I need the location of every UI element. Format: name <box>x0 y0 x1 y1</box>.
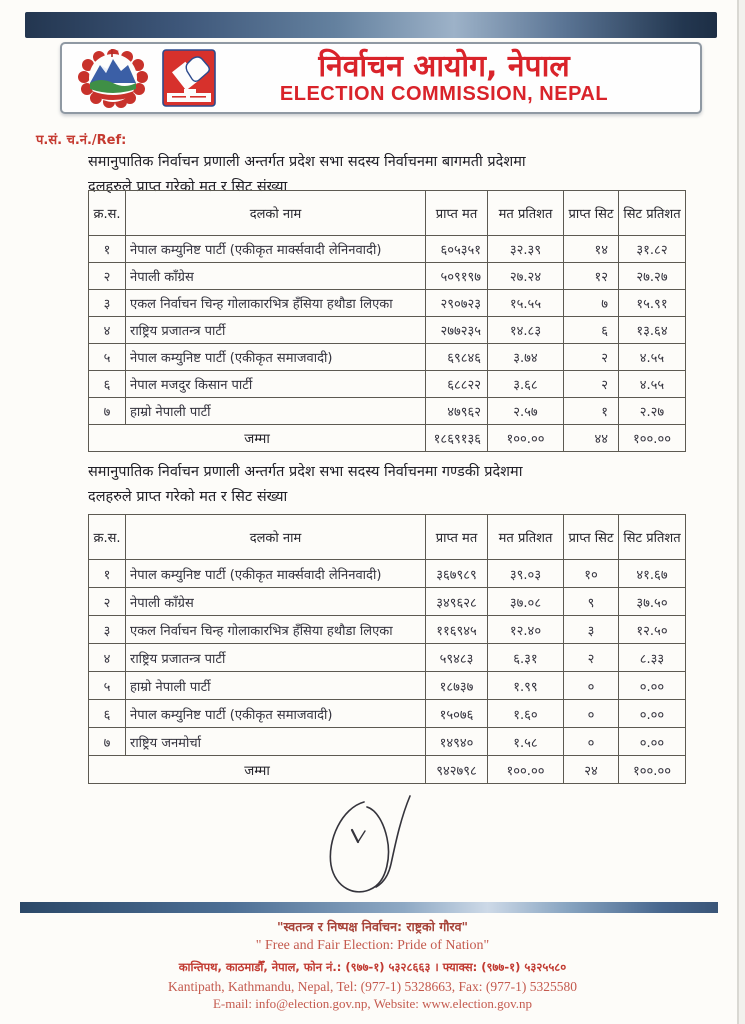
scan-artifact-line <box>737 0 739 1024</box>
table-row <box>89 560 686 588</box>
cell-seat_pct: ०.०० <box>619 672 686 700</box>
cell-votes: ६८८२२ <box>426 371 488 398</box>
cell-seats: २ <box>564 344 619 371</box>
cell-seat_pct: १३.६४ <box>619 317 686 344</box>
cell-sn: ७ <box>89 398 126 425</box>
footer <box>0 918 745 1012</box>
cell-vote_pct: २.५७ <box>488 398 564 425</box>
cell-seat_pct: ०.०० <box>619 728 686 756</box>
cell-votes: १८७३७ <box>426 672 488 700</box>
handwritten-signature <box>290 788 440 900</box>
cell-sn: ४ <box>89 317 126 344</box>
cell-seats: १४ <box>564 236 619 263</box>
cell-seat_pct: ०.०० <box>619 700 686 728</box>
cell-seats: २ <box>564 644 619 672</box>
nepal-coat-of-arms-icon <box>76 45 150 111</box>
cell-party: नेपाली काँग्रेस <box>126 263 426 290</box>
cell-sn: ३ <box>89 290 126 317</box>
total-label: जम्मा <box>89 756 426 784</box>
column-header-seat_pct: सिट प्रतिशत <box>619 191 686 236</box>
address-english: Kantipath, Kathmandu, Nepal, Tel: (977-1) 5328663, Fax: (977-1) 5325580 <box>168 979 577 994</box>
table-row <box>89 344 686 371</box>
column-header-seats: प्राप्त सिट <box>564 515 619 560</box>
results-table-bagmati <box>88 190 686 452</box>
cell-vote_pct: १.५८ <box>488 728 564 756</box>
slogan-english: " Free and Fair Election: Pride of Nation" <box>255 938 490 953</box>
cell-votes: १५०७६ <box>426 700 488 728</box>
table-row <box>89 317 686 344</box>
cell-seat_pct: ४१.६७ <box>619 560 686 588</box>
table-row <box>89 398 686 425</box>
cell-seat_pct: ४.५५ <box>619 344 686 371</box>
cell-seats: ० <box>564 700 619 728</box>
section-2-heading <box>88 460 688 510</box>
cell-seats: ९ <box>564 588 619 616</box>
cell-vote_pct: १.९९ <box>488 672 564 700</box>
cell-vote_pct: ३२.३९ <box>488 236 564 263</box>
address-nepali: कान्तिपथ, काठमाडौँ, नेपाल, फोन नं.: (९७७-१) ५३२८६६३ । फ्याक्स: (९७७-१) ५३२५५८० <box>178 960 567 974</box>
cell-seats: ७ <box>564 290 619 317</box>
org-title-english: ELECTION COMMISSION, NEPAL <box>279 83 609 105</box>
section-1-heading-line1: समानुपातिक निर्वाचन प्रणाली अन्तर्गत प्रदेश सभा सदस्य निर्वाचनमा बागमती प्रदेशमा <box>88 154 526 170</box>
cell-seats: १० <box>564 560 619 588</box>
cell-vote_pct: १.६० <box>488 700 564 728</box>
cell-vote_pct: १४.८३ <box>488 317 564 344</box>
column-header-party: दलको नाम <box>126 191 426 236</box>
column-header-seats: प्राप्त सिट <box>564 191 619 236</box>
cell-party: राष्ट्रिय प्रजातन्त्र पार्टी <box>126 644 426 672</box>
column-header-sn: क्र.स. <box>89 191 126 236</box>
letterhead <box>60 42 702 114</box>
total-seat_pct: १००.०० <box>619 425 686 452</box>
table-row <box>89 644 686 672</box>
cell-sn: ५ <box>89 344 126 371</box>
cell-party: राष्ट्रिय प्रजातन्त्र पार्टी <box>126 317 426 344</box>
cell-sn: २ <box>89 588 126 616</box>
header-row <box>89 191 686 236</box>
column-header-vote_pct: मत प्रतिशत <box>488 191 564 236</box>
cell-votes: ६०५३५१ <box>426 236 488 263</box>
cell-vote_pct: ३.७४ <box>488 344 564 371</box>
cell-seats: ० <box>564 728 619 756</box>
section-1-heading-line2: दलहरुले प्राप्त गरेको मत र सिट संख्या <box>88 179 288 195</box>
cell-sn: ७ <box>89 728 126 756</box>
cell-vote_pct: ३९.०३ <box>488 560 564 588</box>
cell-party: नेपाल मजदुर किसान पार्टी <box>126 371 426 398</box>
slogan-nepali: "स्वतन्त्र र निष्पक्ष निर्वाचन: राष्ट्रको गौरव" <box>276 919 469 934</box>
letterhead-titles <box>216 51 690 105</box>
cell-seat_pct: २.२७ <box>619 398 686 425</box>
table-row <box>89 588 686 616</box>
cell-sn: ६ <box>89 700 126 728</box>
total-seats: ४४ <box>564 425 619 452</box>
cell-party: नेपाल कम्युनिष्ट पार्टी (एकीकृत समाजवादी) <box>126 344 426 371</box>
cell-vote_pct: ३७.०८ <box>488 588 564 616</box>
cell-sn: ६ <box>89 371 126 398</box>
column-header-sn: क्र.स. <box>89 515 126 560</box>
cell-sn: १ <box>89 236 126 263</box>
total-label: जम्मा <box>89 425 426 452</box>
total-seats: २४ <box>564 756 619 784</box>
cell-votes: ४७९६२ <box>426 398 488 425</box>
cell-seat_pct: ८.३३ <box>619 644 686 672</box>
cell-party: हाम्रो नेपाली पार्टी <box>126 398 426 425</box>
cell-seat_pct: १५.९१ <box>619 290 686 317</box>
total-votes: ९४२७९८ <box>426 756 488 784</box>
total-vote_pct: १००.०० <box>488 756 564 784</box>
cell-party: नेपाल कम्युनिष्ट पार्टी (एकीकृत मार्क्सवादी लेनिनवादी) <box>126 560 426 588</box>
cell-vote_pct: ६.३१ <box>488 644 564 672</box>
cell-sn: ३ <box>89 616 126 644</box>
table-row <box>89 616 686 644</box>
election-commission-ballot-logo <box>162 49 216 107</box>
table-row <box>89 290 686 317</box>
cell-sn: ५ <box>89 672 126 700</box>
cell-vote_pct: ३.६८ <box>488 371 564 398</box>
cell-votes: ३६७९८९ <box>426 560 488 588</box>
table-row <box>89 263 686 290</box>
cell-seat_pct: ३१.८२ <box>619 236 686 263</box>
column-header-votes: प्राप्त मत <box>426 191 488 236</box>
column-header-votes: प्राप्त मत <box>426 515 488 560</box>
cell-seats: ६ <box>564 317 619 344</box>
header-row <box>89 515 686 560</box>
table-row <box>89 371 686 398</box>
cell-seats: ० <box>564 672 619 700</box>
cell-votes: १४९४० <box>426 728 488 756</box>
reference-number-label: प.सं. च.नं./Ref: <box>36 133 127 148</box>
cell-vote_pct: १५.५५ <box>488 290 564 317</box>
cell-seats: १२ <box>564 263 619 290</box>
top-decorative-bar <box>25 12 717 38</box>
contact-line: E-mail: info@election.gov.np, Website: www.election.gov.np <box>212 996 532 1011</box>
total-seat_pct: १००.०० <box>619 756 686 784</box>
bottom-decorative-bar <box>20 902 718 913</box>
cell-party: नेपाल कम्युनिष्ट पार्टी (एकीकृत समाजवादी) <box>126 700 426 728</box>
column-header-party: दलको नाम <box>126 515 426 560</box>
total-row <box>89 756 686 784</box>
total-votes: १८६९१३६ <box>426 425 488 452</box>
cell-seat_pct: २७.२७ <box>619 263 686 290</box>
cell-votes: ६९८४६ <box>426 344 488 371</box>
cell-vote_pct: १२.४० <box>488 616 564 644</box>
section-2-heading-line1: समानुपातिक निर्वाचन प्रणाली अन्तर्गत प्रदेश सभा सदस्य निर्वाचनमा गण्डकी प्रदेशमा <box>88 464 523 480</box>
cell-party: एकल निर्वाचन चिन्ह गोलाकारभित्र हँसिया हथौडा लिएका <box>126 616 426 644</box>
cell-sn: ४ <box>89 644 126 672</box>
total-row <box>89 425 686 452</box>
cell-seats: २ <box>564 371 619 398</box>
cell-sn: २ <box>89 263 126 290</box>
table-row <box>89 236 686 263</box>
cell-sn: १ <box>89 560 126 588</box>
cell-seat_pct: १२.५० <box>619 616 686 644</box>
cell-votes: २७७२३५ <box>426 317 488 344</box>
cell-vote_pct: २७.२४ <box>488 263 564 290</box>
cell-party: नेपाली काँग्रेस <box>126 588 426 616</box>
cell-seats: १ <box>564 398 619 425</box>
cell-votes: ३४९६२८ <box>426 588 488 616</box>
section-2-heading-line2: दलहरुले प्राप्त गरेको मत र सिट संख्या <box>88 489 288 505</box>
cell-party: नेपाल कम्युनिष्ट पार्टी (एकीकृत मार्क्सवादी लेनिनवादी) <box>126 236 426 263</box>
cell-seat_pct: ३७.५० <box>619 588 686 616</box>
cell-party: राष्ट्रिय जनमोर्चा <box>126 728 426 756</box>
cell-votes: ५९४८३ <box>426 644 488 672</box>
table-row <box>89 728 686 756</box>
cell-votes: २९०७२३ <box>426 290 488 317</box>
cell-party: एकल निर्वाचन चिन्ह गोलाकारभित्र हँसिया हथौडा लिएका <box>126 290 426 317</box>
scan-artifact <box>739 0 745 1024</box>
cell-votes: ५०९१९७ <box>426 263 488 290</box>
table-row <box>89 672 686 700</box>
cell-seats: ३ <box>564 616 619 644</box>
column-header-vote_pct: मत प्रतिशत <box>488 515 564 560</box>
org-title-nepali: निर्वाचन आयोग, नेपाल <box>318 49 570 84</box>
table-row <box>89 700 686 728</box>
cell-party: हाम्रो नेपाली पार्टी <box>126 672 426 700</box>
results-table-gandaki <box>88 514 686 784</box>
column-header-seat_pct: सिट प्रतिशत <box>619 515 686 560</box>
total-vote_pct: १००.०० <box>488 425 564 452</box>
cell-seat_pct: ४.५५ <box>619 371 686 398</box>
cell-votes: ११६९४५ <box>426 616 488 644</box>
